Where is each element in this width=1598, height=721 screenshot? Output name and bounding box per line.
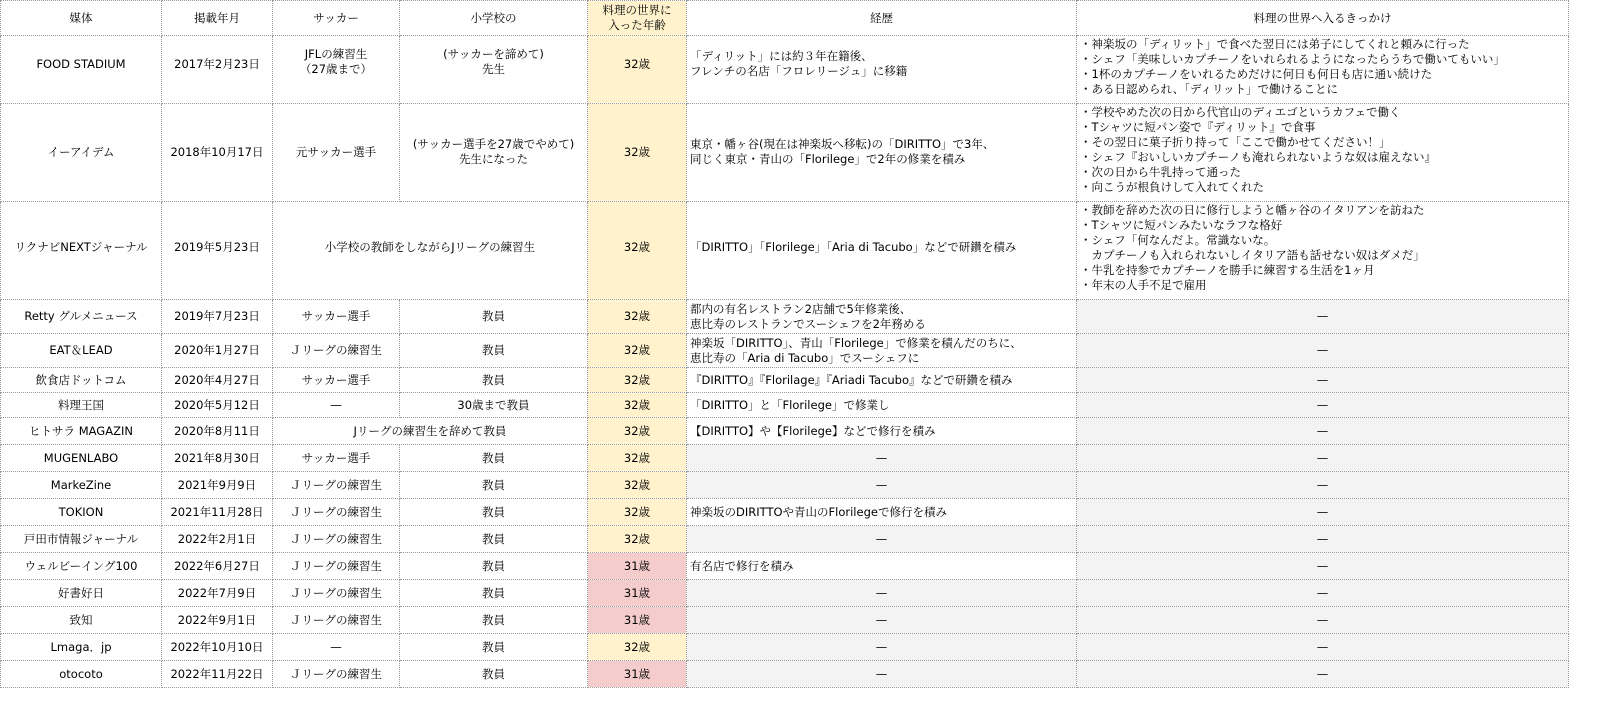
cell-age: 32歳: [588, 368, 687, 393]
cell-soccer: Ｊリーグの練習生: [273, 499, 400, 526]
cell-media: FOOD STADIUM: [1, 36, 162, 104]
cell-trigger: —: [1077, 661, 1569, 688]
cell-date: 2018年10月17日: [162, 104, 273, 202]
cell-trigger: —: [1077, 472, 1569, 499]
cell-soccer: Ｊリーグの練習生: [273, 553, 400, 580]
cell-date: 2019年7月23日: [162, 300, 273, 334]
cell-school: 教員: [400, 499, 588, 526]
table-row: [1, 418, 1569, 445]
table-row: [1, 526, 1569, 553]
cell-career: —: [687, 634, 1077, 661]
cell-career: —: [687, 580, 1077, 607]
cell-soccer: Ｊリーグの練習生: [273, 526, 400, 553]
cell-trigger: —: [1077, 418, 1569, 445]
cell-media: 致知: [1, 607, 162, 634]
cell-trigger: —: [1077, 300, 1569, 334]
cell-trigger: —: [1077, 368, 1569, 393]
cell-date: 2020年4月27日: [162, 368, 273, 393]
header-trigger: 料理の世界へ入るきっかけ: [1077, 1, 1569, 36]
cell-career: —: [687, 526, 1077, 553]
cell-career: 【DIRITTO】や【Florilege】などで修行を積み: [687, 418, 1077, 445]
cell-school: 教員: [400, 300, 588, 334]
cell-career: 「DIRITTO」「Florilege」「Aria di Tacubo」などで研鑽を積み: [687, 202, 1077, 300]
table-row: [1, 300, 1569, 334]
cell-age: 32歳: [588, 634, 687, 661]
cell-age: 32歳: [588, 334, 687, 368]
cell-media: リクナビNEXTジャーナル: [1, 202, 162, 300]
cell-trigger: —: [1077, 445, 1569, 472]
cell-media: Lmaga．jp: [1, 634, 162, 661]
cell-age: 31歳: [588, 607, 687, 634]
cell-career: 神楽坂「DIRITTO」、青山「Florilege」で修業を積んだのちに、 恵比寿の「Aria di Tacubo」でスーシェフに: [687, 334, 1077, 368]
cell-date: 2022年11月22日: [162, 661, 273, 688]
cell-trigger: —: [1077, 607, 1569, 634]
table-row: [1, 393, 1569, 418]
cell-soccer-school: Jリーグの練習生を辞めて教員: [273, 418, 588, 445]
cell-date: 2022年10月10日: [162, 634, 273, 661]
cell-age: 32歳: [588, 526, 687, 553]
cell-trigger: —: [1077, 334, 1569, 368]
cell-date: 2021年9月9日: [162, 472, 273, 499]
table-row: [1, 634, 1569, 661]
cell-school: 教員: [400, 445, 588, 472]
cell-media: 戸田市情報ジャーナル: [1, 526, 162, 553]
cell-school: 教員: [400, 634, 588, 661]
cell-age: 31歳: [588, 661, 687, 688]
cell-media: 好書好日: [1, 580, 162, 607]
cell-age: 32歳: [588, 472, 687, 499]
cell-media: MUGENLABO: [1, 445, 162, 472]
header-career: 経歴: [687, 1, 1077, 36]
cell-date: 2019年5月23日: [162, 202, 273, 300]
cell-career: —: [687, 445, 1077, 472]
cell-trigger: —: [1077, 499, 1569, 526]
cell-media: Retty グルメニュース: [1, 300, 162, 334]
cell-soccer: サッカー選手: [273, 368, 400, 393]
header-media: 媒体: [1, 1, 162, 36]
cell-career: 『DIRITTO』『Florilage』『Ariadi Tacubo』などで研鑽を積み: [687, 368, 1077, 393]
cell-media: ウェルビーイング100: [1, 553, 162, 580]
cell-trigger: —: [1077, 393, 1569, 418]
header-age: 料理の世界に 入った年齢: [588, 1, 687, 36]
cell-age: 32歳: [588, 445, 687, 472]
table-row: [1, 334, 1569, 368]
cell-school: 教員: [400, 526, 588, 553]
cell-soccer: Ｊリーグの練習生: [273, 607, 400, 634]
table-row: [1, 607, 1569, 634]
cell-soccer: Ｊリーグの練習生: [273, 580, 400, 607]
cell-age: 32歳: [588, 393, 687, 418]
cell-age: 32歳: [588, 104, 687, 202]
cell-age: 31歳: [588, 580, 687, 607]
cell-age: 31歳: [588, 553, 687, 580]
cell-media: 料理王国: [1, 393, 162, 418]
header-date: 掲載年月: [162, 1, 273, 36]
cell-school: 教員: [400, 472, 588, 499]
header-row: [1, 1, 1569, 36]
cell-age: 32歳: [588, 499, 687, 526]
cell-school: 教員: [400, 368, 588, 393]
cell-school: 教員: [400, 607, 588, 634]
cell-soccer: 元サッカー選手: [273, 104, 400, 202]
cell-age: 32歳: [588, 202, 687, 300]
table-row: [1, 472, 1569, 499]
table-row: [1, 36, 1569, 104]
cell-trigger: —: [1077, 580, 1569, 607]
cell-date: 2021年8月30日: [162, 445, 273, 472]
cell-date: 2022年2月1日: [162, 526, 273, 553]
cell-school: 教員: [400, 553, 588, 580]
cell-date: 2022年9月1日: [162, 607, 273, 634]
cell-date: 2022年6月27日: [162, 553, 273, 580]
cell-career: —: [687, 472, 1077, 499]
table-row: [1, 104, 1569, 202]
cell-trigger: —: [1077, 553, 1569, 580]
cell-date: 2020年8月11日: [162, 418, 273, 445]
cell-date: 2020年1月27日: [162, 334, 273, 368]
cell-age: 32歳: [588, 36, 687, 104]
header-school: 小学校の: [400, 1, 588, 36]
cell-soccer: JFLの練習生 （27歳まで）: [273, 36, 400, 104]
cell-soccer: サッカー選手: [273, 300, 400, 334]
cell-media: イーアイデム: [1, 104, 162, 202]
table-row: [1, 661, 1569, 688]
cell-soccer: —: [273, 393, 400, 418]
cell-trigger: —: [1077, 634, 1569, 661]
cell-date: 2022年7月9日: [162, 580, 273, 607]
cell-school: 30歳まで教員: [400, 393, 588, 418]
cell-trigger: ・神楽坂の「ディリット」で食べた翌日には弟子にしてくれと頼みに行った ・シェフ「美味しいカプチーノをいれられるようになったらうちで働いてもいい」 ・1杯のカプチーノをいれるためだけに何日も何日も店に通い続けた ・ある日認められ、「ディリット」で働けることに: [1077, 36, 1569, 104]
cell-soccer: Ｊリーグの練習生: [273, 472, 400, 499]
cell-career: 神楽坂のDIRITTOや青山のFlorilegeで修行を積み: [687, 499, 1077, 526]
header-soccer: サッカー: [273, 1, 400, 36]
cell-career: 有名店で修行を積み: [687, 553, 1077, 580]
cell-career: 東京・幡ヶ谷(現在は神楽坂へ移転)の「DIRITTO」で3年、 同じく東京・青山の「Florilege」で2年の修業を積み: [687, 104, 1077, 202]
cell-trigger: —: [1077, 526, 1569, 553]
cell-media: MarkeZine: [1, 472, 162, 499]
cell-soccer: Ｊリーグの練習生: [273, 334, 400, 368]
cell-media: otocoto: [1, 661, 162, 688]
cell-media: EAT＆LEAD: [1, 334, 162, 368]
cell-media: ヒトサラ MAGAZIN: [1, 418, 162, 445]
table-row: [1, 368, 1569, 393]
cell-date: 2021年11月28日: [162, 499, 273, 526]
cell-date: 2020年5月12日: [162, 393, 273, 418]
cell-career: 「DIRITTO」と「Florilege」で修業し: [687, 393, 1077, 418]
cell-soccer-school: 小学校の教師をしながらJリーグの練習生: [273, 202, 588, 300]
cell-trigger: ・教師を辞めた次の日に修行しようと幡ヶ谷のイタリアンを訪ねた ・Tシャツに短パンみたいなラフな格好 ・シェフ「何なんだよ。常識ないな。 カプチーノも入れられないしイタリア語も話せない奴はダメだ」 ・牛乳を持参でカプチーノを勝手に練習する生活を1ヶ月 ・年末の人手不足で雇用: [1077, 202, 1569, 300]
cell-media: 飲食店ドットコム: [1, 368, 162, 393]
cell-school: (サッカーを諦めて) 先生: [400, 36, 588, 104]
cell-age: 32歳: [588, 300, 687, 334]
table-row: [1, 580, 1569, 607]
cell-school: 教員: [400, 661, 588, 688]
table-row: [1, 445, 1569, 472]
cell-soccer: —: [273, 634, 400, 661]
cell-soccer: Ｊリーグの練習生: [273, 661, 400, 688]
cell-soccer: サッカー選手: [273, 445, 400, 472]
table-row: [1, 202, 1569, 300]
cell-school: (サッカー選手を27歳でやめて) 先生になった: [400, 104, 588, 202]
cell-career: 都内の有名レストラン2店舗で5年修業後、 恵比寿のレストランでスーシェフを2年務める: [687, 300, 1077, 334]
cell-media: TOKION: [1, 499, 162, 526]
cell-career: 「ディリット」には約３年在籍後、 フレンチの名店「フロレリージュ」に移籍: [687, 36, 1077, 104]
cell-career: —: [687, 607, 1077, 634]
cell-school: 教員: [400, 580, 588, 607]
table-row: [1, 499, 1569, 526]
cell-date: 2017年2月23日: [162, 36, 273, 104]
cell-school: 教員: [400, 334, 588, 368]
cell-age: 32歳: [588, 418, 687, 445]
cell-career: —: [687, 661, 1077, 688]
table-row: [1, 553, 1569, 580]
cell-trigger: ・学校やめた次の日から代官山のディエゴというカフェで働く ・Tシャツに短パン姿で『ディリット』で食事 ・その翌日に菓子折り持って「ここで働かせてください！」 ・シェフ『おいしいカプチーノも淹れられないような奴は雇えない』 ・次の日から牛乳持って通った ・向こうが根負けして入れてくれた: [1077, 104, 1569, 202]
